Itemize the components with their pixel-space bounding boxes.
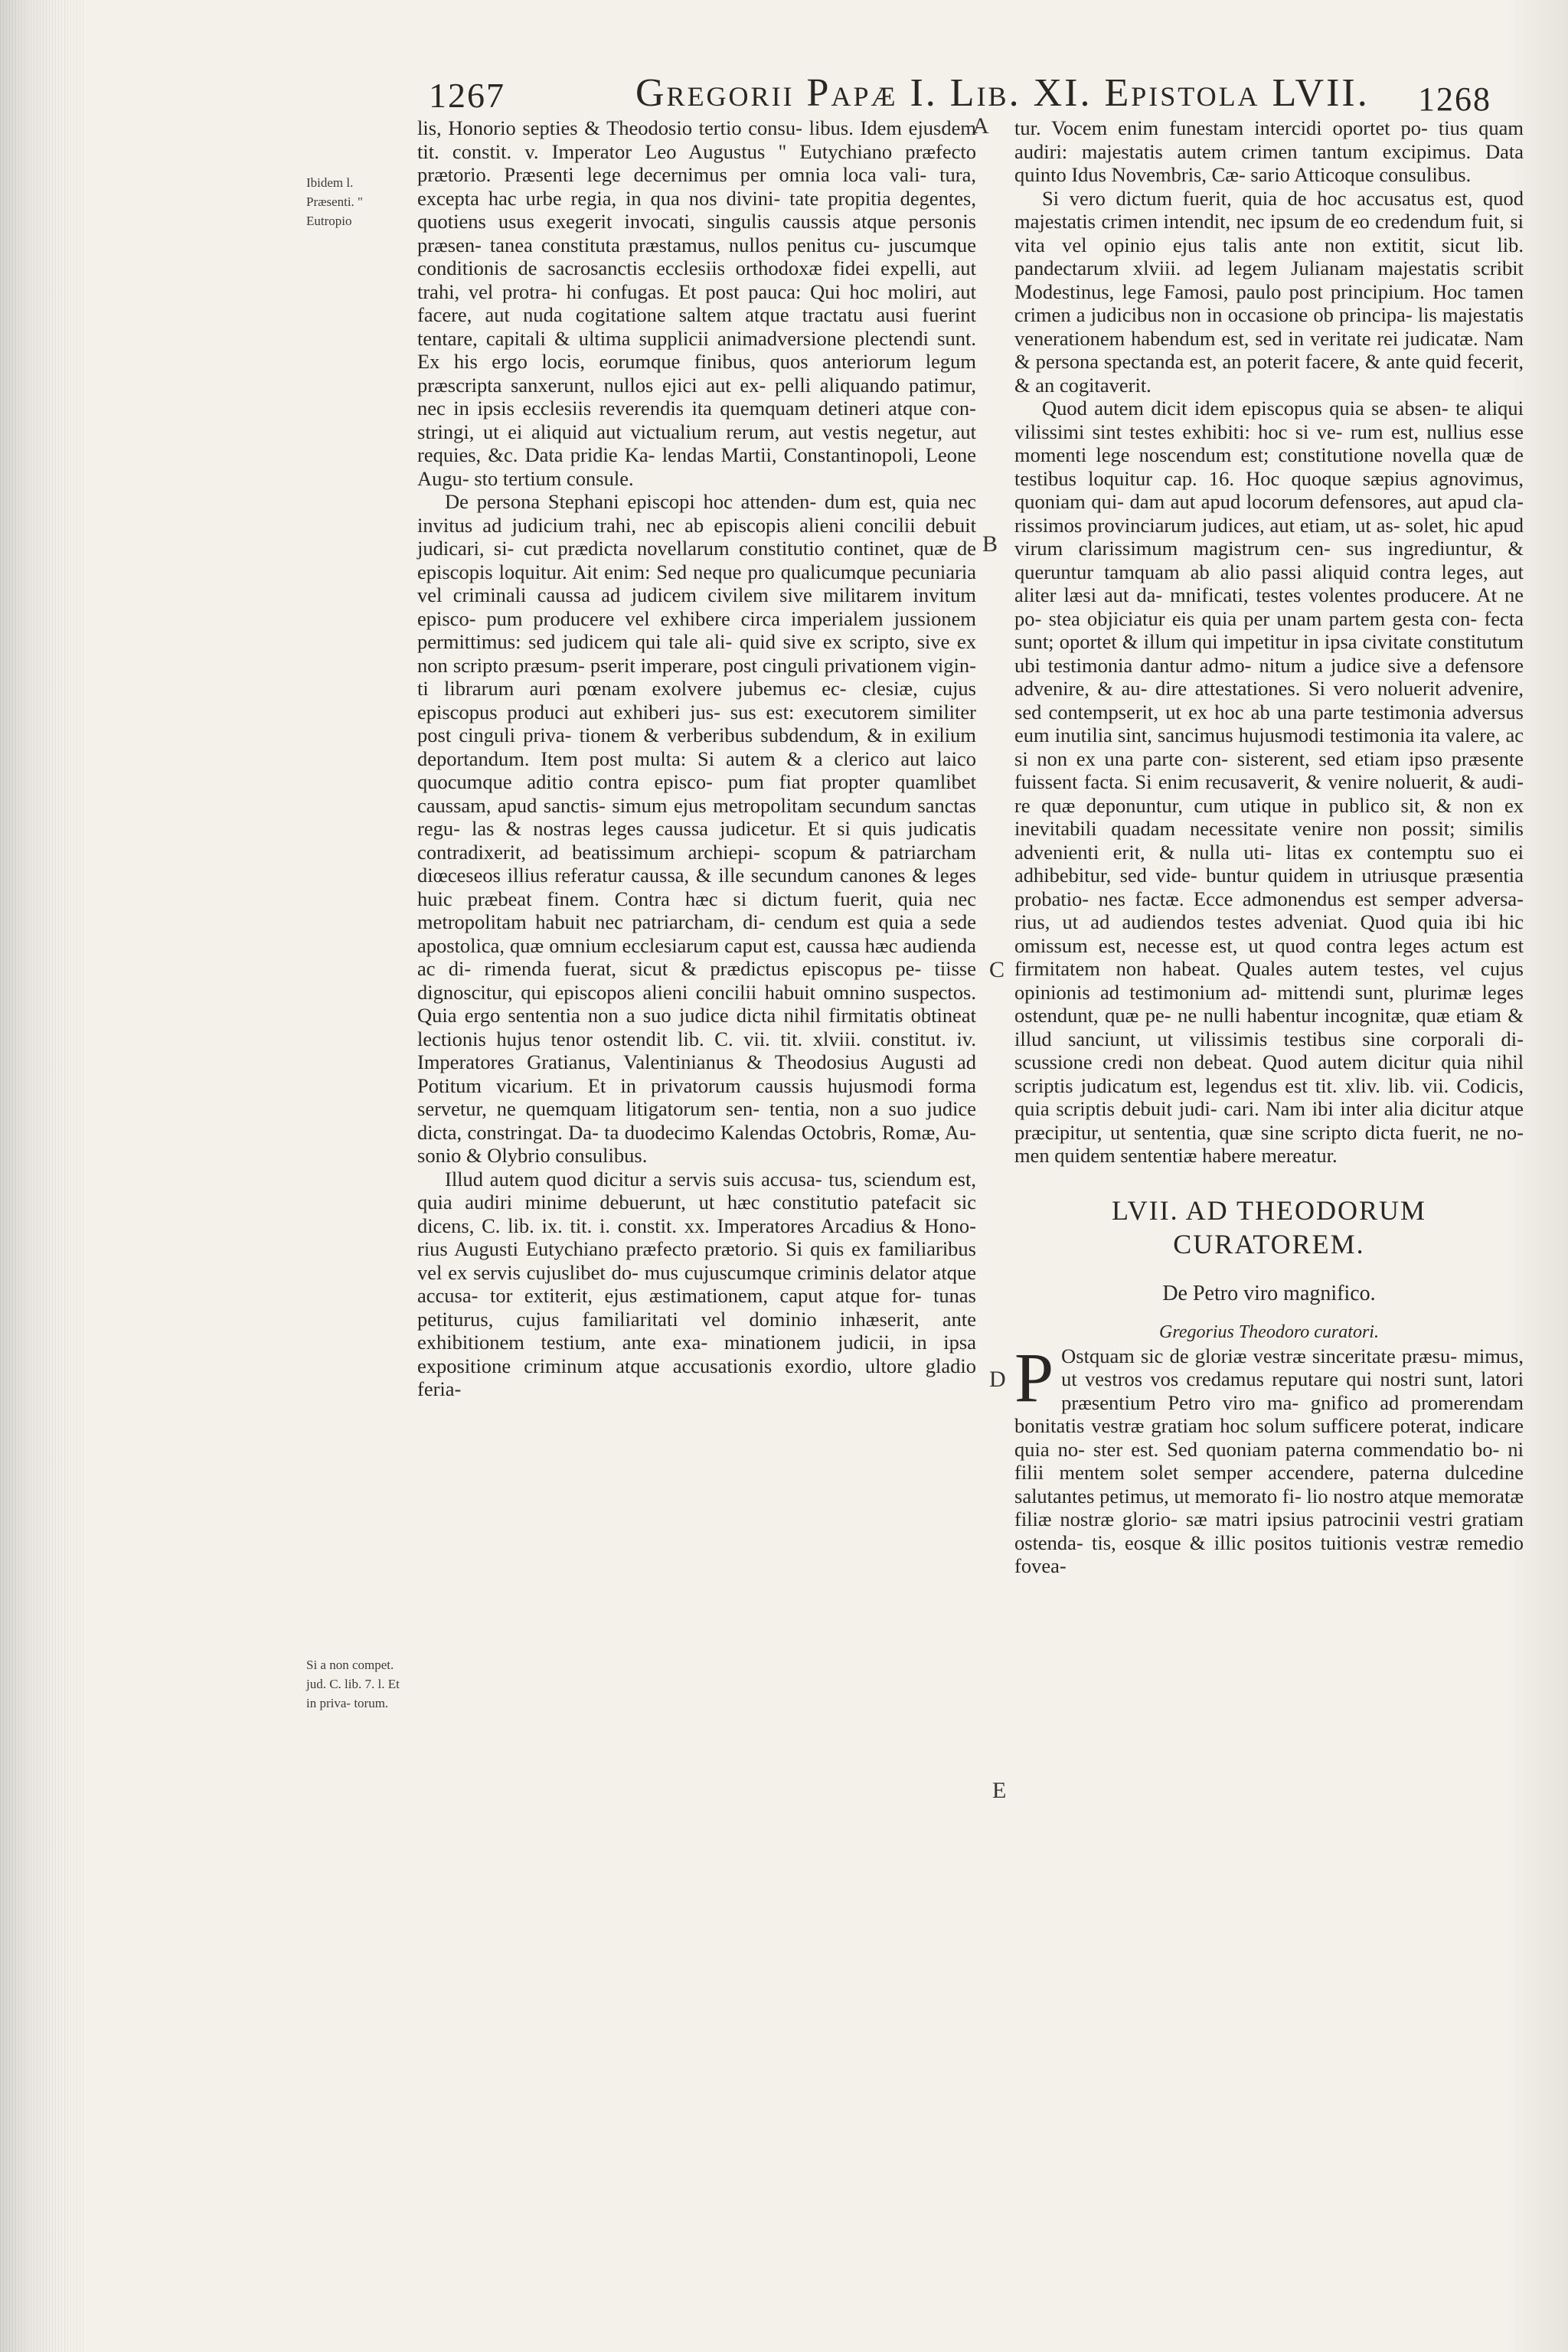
left-paragraph-3: Illud autem quod dicitur a servis suis accusa- tus, sciendum est, quia audiri minime debuerunt, ut hæc constitutio patefacit sic dicens, C. lib. ix. tit. i. constit. xx. Imperatores Arcadius & Hono- rius Augusti Eutychiano præfecto prætorio. Si quis ex familiaribus vel ex servis cujuslibet do- mus cujuscumque criminis delator atque accusa- tor extiterit, ejus æstimationem, caput atque for- tunas petiturus, cujus familiaritati vel dominio inhæserit, ante exhibitionem testium, ante exa- minationem judicii, in ipsa expositione criminum atque accusationis exordio, ultore gladio feria- [417, 1167, 976, 1400]
left-paragraph-1: lis, Honorio septies & Theodosio tertio consu- libus. Idem ejusdem tit. constit. v. Imperator Leo Augustus " Eutychiano præfecto prætorio. Præsenti lege decernimus per omnia loca vali- tura, excepta hac urbe regia, in qua nos divini- tate propitia degentes, quotiens usus exegerit invocati, singulis caussis atque personis præsen- tanea constituta præstamus, nullos penitus cu- juscumque conditionis de sacrosanctis ecclesiis orthodoxæ fidei expelli, aut trahi, vel protra- hi confugas. Et post pauca: Qui hoc moliri, aut facere, aut nuda cogitatione saltem atque tractatu ausi fuerint tentare, capitali & ultima supplicii animadversione plectendi sunt. Ex his ergo locis, eorumque finibus, quos anteriorum legum præscripta sanxerunt, nullos ejici aut ex- pelli aliquando patimur, nec in ipsis ecclesiis reverendis ita quemquam detineri atque con- stringi, ut ei aliquid aut victualium rerum, aut vestis negetur, aut requies, &c. Data pridie Ka- lendas Martii, Constantinopoli, Leone Augu- sto tertium consule. [417, 116, 976, 490]
section-letter-a: A [972, 113, 989, 139]
section-letter-c: C [989, 957, 1005, 982]
margin-note-top: Ibidem l. Præsenti. " Eutropio [306, 175, 364, 228]
section-letter-e: E [992, 1778, 1007, 1803]
letter-heading: LVII. AD THEODORUM CURATOREM. [1111, 1194, 1426, 1259]
right-paragraph-3: Quod autem dicit idem episcopus quia se absen- te aliqui vilissimi sint testes exhibiti: hoc si ve- rum est, nullius esse momenti lege noscendum est; constitutione novella quæ de testibus loquitur cap. 16. Hoc quoque sæpius agnovimus, quoniam qui- dam aut apud locorum defensores, aut apud cla- rissimos provinciarum judices, aut etiam, ut as- solet, hic apud virum clarissimum magistrum cen- sus ingrediuntur, & queruntur tamquam ab alio passi aliquid contra leges, aut aliter læsi aut da- mnificati, testes volentes producere. At ne po- stea objiciatur eis quia per unam partem gesta con- fecta sunt; oportet & illum qui impetitur in ipsa civitate constitutum ubi testimonia dantur admo- nitum a judice sive a defensore advenire, & au- dire attestationes. Si vero noluerit advenire, sed contempserit, ut ex hoc ab una parte testimonia adversus eum inutilia sint, sancimus hujusmodi testimonia ita valere, ac si non ex una parte con- sisterent, sed etiam ipso præsente fuissent facta. Si enim recusaverit, & venire noluerit, & audi- re quæ deponuntur, cum utique in publico sit, & non ex inevitabili quadam necessitate venire non possit; similis advenienti erit, & nulla uti- litas ex contemptu suo ei adhibebitur, sed vide- buntur quidem in utriusque præsentia probatio- nes factæ. Ecce admonendus est semper adversa- rius, ut ad audiendos testes adveniat. Quod quia ibi hic omissum est, necesse est, ut quod contra leges actum est firmitatem non habeat. Quales autem testes, vel cujus opinionis ad testimonium ad- mittendi sunt, plurimæ leges ostendunt, quæ pe- ne nulli habentur incognitæ, quæ etiam & illud sanciunt, ut vilissimis testibus sine corporali di- scussione credi non debeat. Quod autem dicitur quia nihil scriptis judicatum est, legendus est tit. xliv. lib. vii. Codicis, quia scriptis debuit judi- cari. Nam ibi inter alia dicitur atque præcipitur, ut sententia, quæ sine scripto dicta fuerit, ne no- men quidem sententiæ habere mereatur. [1014, 397, 1524, 1167]
running-head: Gregorii Papæ I. Lib. XI. Epistola LVII. [635, 71, 1370, 115]
letter-subheading: De Petro viro magnifico. [1162, 1281, 1376, 1305]
letter-body [1014, 1338, 1524, 1578]
right-column [1014, 116, 1524, 1578]
left-column [417, 116, 976, 1401]
letter-body-text: Ostquam sic de gloriæ vestræ sinceritate præsu- mimus, ut vestros vos credamus reputare qui nostri sunt, latori præsentium Petro viro ma- gnifico ad promerendam bonitatis vestræ gratiam hoc solum sufficere poterat, indicare quia no- ster est. Sed quoniam paterna commendatio bo- ni filii mentem solet semper accendere, paterna dulcedine salutantes petimus, ut memorato fi- lio nostro atque memoratæ filiæ nostræ glorio- sæ matri ipsius patrocinii vestri gratiam ostenda- tis, eosque & illic positos tuitionis vestræ remedio fovea- [1014, 1344, 1524, 1577]
section-letter-d: D [989, 1367, 1006, 1392]
book-edge-shade [0, 0, 84, 2352]
right-paragraph-2: Si vero dictum fuerit, quia de hoc accusatus est, quod majestatis crimen intendit, nec ipsum de eo credendum fuit, si vita vel opinio ejus talis ante non extitit, sicut lib. pandectarum xlviii. ad legem Julianam majestatis scribit Modestinus, lege Famosi, paulo post principium. Hoc tamen crimen a judicibus non in occasione ob principa- lis majestatis venerationem habendum est, sed in veritate rei judicatæ. Nam & persona spectanda est, an poterit facere, & ante quid fecerit, & an cogitaverit. [1014, 186, 1524, 397]
letter-salutation: Gregorius Theodoro curatori. [1159, 1322, 1379, 1342]
page-header [429, 70, 1491, 116]
drop-cap: P [1014, 1338, 1054, 1416]
margin-note-bottom: Si a non compet. jud. C. lib. 7. l. Et in priva- torum. [306, 1658, 400, 1710]
page-number-left: 1267 [429, 76, 505, 115]
left-paragraph-2: De persona Stephani episcopi hoc attenden- dum est, quia nec invitus ad judicium trahi, nec ab episcopis alieni concilii debuit judicari, si- cut prædicta novellarum constitutio continet, quæ de episcopis loquitur. Ait enim: Sed neque pro qualicumque pecuniaria vel criminali caussa ad judicem civilem sive militarem invitum episco- pum producere vel exhibere circa imperialem jussionem permittimus: sed judicem qui tale ali- quid sive ex scripto, sive ex non scripto præsum- pserit imperare, post cinguli privationem vigin- ti librarum auri pœnam exolvere jubemus ec- clesiæ, cujus episcopus produci aut exhiberi jus- sus est: executorem similiter post cinguli priva- tionem & verberibus subdendum, & in exilium deportandum. Item post multa: Si autem & a clerico aut laico quocumque aditio contra episco- pum fiat propter quamlibet caussam, apud sanctis- simum ejus metropolitam secundum sanctas regu- las & nostras leges caussa judicetur. Et si quis judicatis contradixerit, ad beatissimum archiepi- scopum & patriarcham diœceseos illius referatur caussa, & ille secundum canones & leges huic præbeat finem. Contra hæc si dictum fuerit, quia nec metropolitam habuit nec patriarcham, di- cendum est quia a sede apostolica, quæ omnium ecclesiarum caput est, caussa hæc audienda ac di- rimenda fuerat, sicut & prædictus episcopus pe- tiisse dignoscitur, qui episcopos alieni concilii habuit omnino suspectos. Quia ergo sententia non a suo judice dicta nihil firmitatis obtineat lectionis hujus tenor ostendit lib. C. vii. tit. xlviii. constitut. iv. Imperatores Gratianus, Valentinianus & Theodosius Augusti ad Potitum vicarium. Et in privatorum caussis hujusmodi forma servetur, ne quemquam litigatorum sen- tentia, non a suo judice dicta, constringat. Da- ta duodecimo Kalendas Octobris, Romæ, Au- sonio & Olybrio consulibus. [417, 490, 976, 1167]
right-paragraph-1: tur. Vocem enim funestam intercidi oportet po- tius quam audiri: majestatis autem crimen tantum excipimus. Data quinto Idus Novembris, Cæ- sario Atticoque consulibus. [1014, 116, 1524, 186]
section-letter-b: B [982, 531, 998, 557]
page-number-right: 1268 [1418, 80, 1491, 118]
